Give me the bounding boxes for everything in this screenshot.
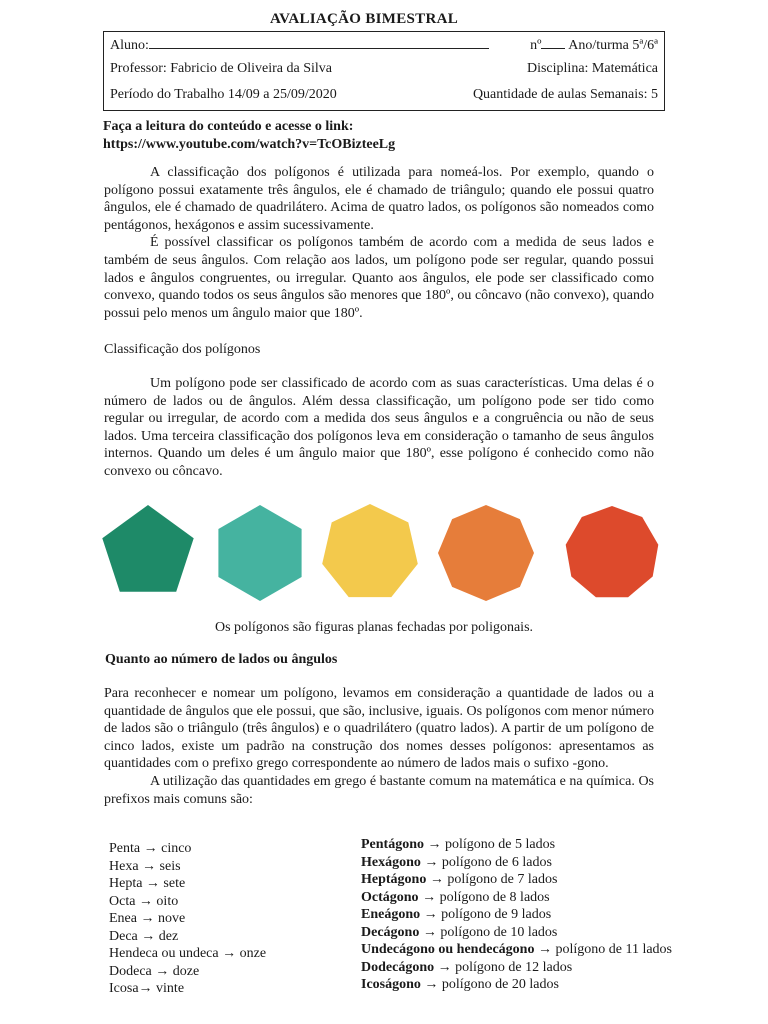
polygon-name-term: Octágono xyxy=(361,889,419,905)
paragraph-4: Para reconhecer e nomear um polígono, levamos em consideração a quantidade de lados ou a quantidade de ângulos que ele possui, que são, inclusive, iguais. Os polígonos com menor número de lados são o triângulo (três ângulos) e o quadrilátero (quatro lados). A partir de um polígono de cinco lados, existe um padrão na construção dos nomes desses polígonos: apresentamos as quantidades com o prefixo grego correspondente ao número de lados mais o sufixo -gono. xyxy=(104,686,654,772)
prefix-list xyxy=(109,840,266,998)
intro-paragraphs xyxy=(104,164,654,322)
classification-paragraph xyxy=(104,375,654,481)
polygon-name-term: Pentágono xyxy=(361,837,424,852)
paragraph-2: É possível classificar os polígonos também de acordo com a medida de seus lados e também de seus ângulos. Com relação aos lados, um polígono pode ser regular, quando possui lados e ângulos congruentes, ou irregular. Quanto aos ângulos, ele pode ser classificado como convexo, quando todos os seus ângulos são menores que 180º, ou côncavo (não convexo), quando possui pelo menos um ângulo maior que 180º. xyxy=(104,235,654,321)
polygon-name-item xyxy=(361,959,672,977)
naming-paragraphs xyxy=(104,685,654,808)
subsection-title: Quanto ao número de lados ou ângulos xyxy=(105,652,338,667)
student-name-line[interactable] xyxy=(149,35,489,49)
polygon-name-item xyxy=(361,854,672,872)
prefix-item: Octa → oito xyxy=(109,893,179,909)
polygon-name-desc: → polígono de 12 lados xyxy=(434,959,573,975)
number-line[interactable] xyxy=(541,35,565,49)
nonagon-shape xyxy=(566,506,659,597)
polygon-name-item xyxy=(361,924,672,942)
prefix-item: Hepta → sete xyxy=(109,876,186,891)
polygon-illustration xyxy=(100,500,662,610)
period-row xyxy=(110,86,658,104)
polygon-name-desc: → polígono de 7 lados xyxy=(426,872,558,887)
polygon-name-term: Icoságono xyxy=(361,977,421,992)
document-title: AVALIAÇÃO BIMESTRAL xyxy=(269,11,459,27)
polygon-name-term: Eneágono xyxy=(361,907,421,922)
intro-text: Faça a leitura do conteúdo e acesse o link: xyxy=(103,119,354,134)
intro-instructions xyxy=(103,118,395,154)
weekly-classes-label: Quantidade de aulas Semanais: 5 xyxy=(472,87,658,102)
polygon-name-item xyxy=(361,889,672,907)
teacher-row xyxy=(110,60,658,78)
polygon-name-desc: → polígono de 10 lados xyxy=(419,924,558,940)
polygon-name-desc: → polígono de 9 lados xyxy=(420,907,552,922)
subject-label: Disciplina: Matemática xyxy=(526,61,658,76)
prefix-item: Hexa → seis xyxy=(109,858,181,874)
polygon-name-desc: → polígono de 5 lados xyxy=(424,837,556,852)
paragraph-1: A classificação dos polígonos é utilizada para nomeá-los. Por exemplo, quando o polígono possui exatamente três ângulos, ele é chamado de triângulo; quando ele possui quatro ângulos, ele é chamado de quadrilátero. Acima de quatro lados, os polígonos são nomeados como pentágonos, hexágonos e assim sucessivamente. xyxy=(104,165,654,233)
hexagon-shape xyxy=(218,505,301,601)
polygon-name-term: Heptágono xyxy=(361,872,427,887)
polygon-name-term: Hexágono xyxy=(361,854,421,870)
number-label: nº xyxy=(530,38,542,53)
paragraph-3: Um polígono pode ser classificado de acordo com as suas características. Uma delas é o número de lados ou de ângulos. Além dessa classificação, um polígono pode ser tido como regular ou irregular, de acordo com a medida dos seus ângulos e a congruência ou não de seus lados. Uma terceira classificação dos polígonos leva em consideração o tamanho de seus ângulos internos. Quando um deles é um ângulo maior que 180º, esse polígono é conhecido como não convexo ou côncavo. xyxy=(104,376,654,479)
prefix-item: Icosa→ vinte xyxy=(109,981,185,996)
teacher-label: Professor: Fabricio de Oliveira da Silva xyxy=(110,61,333,76)
student-row xyxy=(110,35,658,53)
section-title: Classificação dos polígonos xyxy=(104,342,261,357)
prefix-item: Hendeca ou undeca → onze xyxy=(109,946,267,961)
pentagon-shape xyxy=(102,505,193,592)
student-info-box xyxy=(103,31,665,111)
polygon-name-item xyxy=(361,941,672,959)
prefix-item: Enea → nove xyxy=(109,911,186,926)
polygon-name-desc: → polígono de 11 lados xyxy=(534,942,672,957)
class-label: Ano/turma 5ª/6ª xyxy=(568,38,658,53)
polygon-name-desc: → polígono de 6 lados xyxy=(420,854,552,870)
octagon-shape xyxy=(438,505,534,601)
polygon-name-term: Decágono xyxy=(361,924,420,940)
polygon-name-term: Dodecágono xyxy=(361,959,435,975)
polygon-name-item xyxy=(361,906,672,924)
polygon-name-desc: → polígono de 20 lados xyxy=(420,977,559,992)
polygon-name-desc: → polígono de 8 lados xyxy=(418,889,550,905)
figure-caption: Os polígonos são figuras planas fechadas por poligonais. xyxy=(214,620,534,635)
polygon-name-item xyxy=(361,976,672,994)
prefix-item: Penta → cinco xyxy=(109,841,192,856)
prefix-item: Deca → dez xyxy=(109,928,179,944)
prefix-item: Dodeca → doze xyxy=(109,963,200,979)
polygon-name-item xyxy=(361,871,672,889)
student-label: Aluno: xyxy=(110,38,149,53)
number-and-class xyxy=(530,35,658,55)
paragraph-5: A utilização das quantidades em grego é bastante comum na matemática e na química. Os prefixos mais comuns são: xyxy=(104,773,654,807)
heptagon-shape xyxy=(322,504,418,597)
period-label: Período do Trabalho 14/09 a 25/09/2020 xyxy=(110,87,337,102)
polygon-name-item xyxy=(361,836,672,854)
polygon-names-list xyxy=(361,836,672,994)
video-link[interactable]: https://www.youtube.com/watch?v=TcOBizteeLg xyxy=(103,137,396,152)
polygon-name-term: Undecágono ou hendecágono xyxy=(361,942,535,957)
